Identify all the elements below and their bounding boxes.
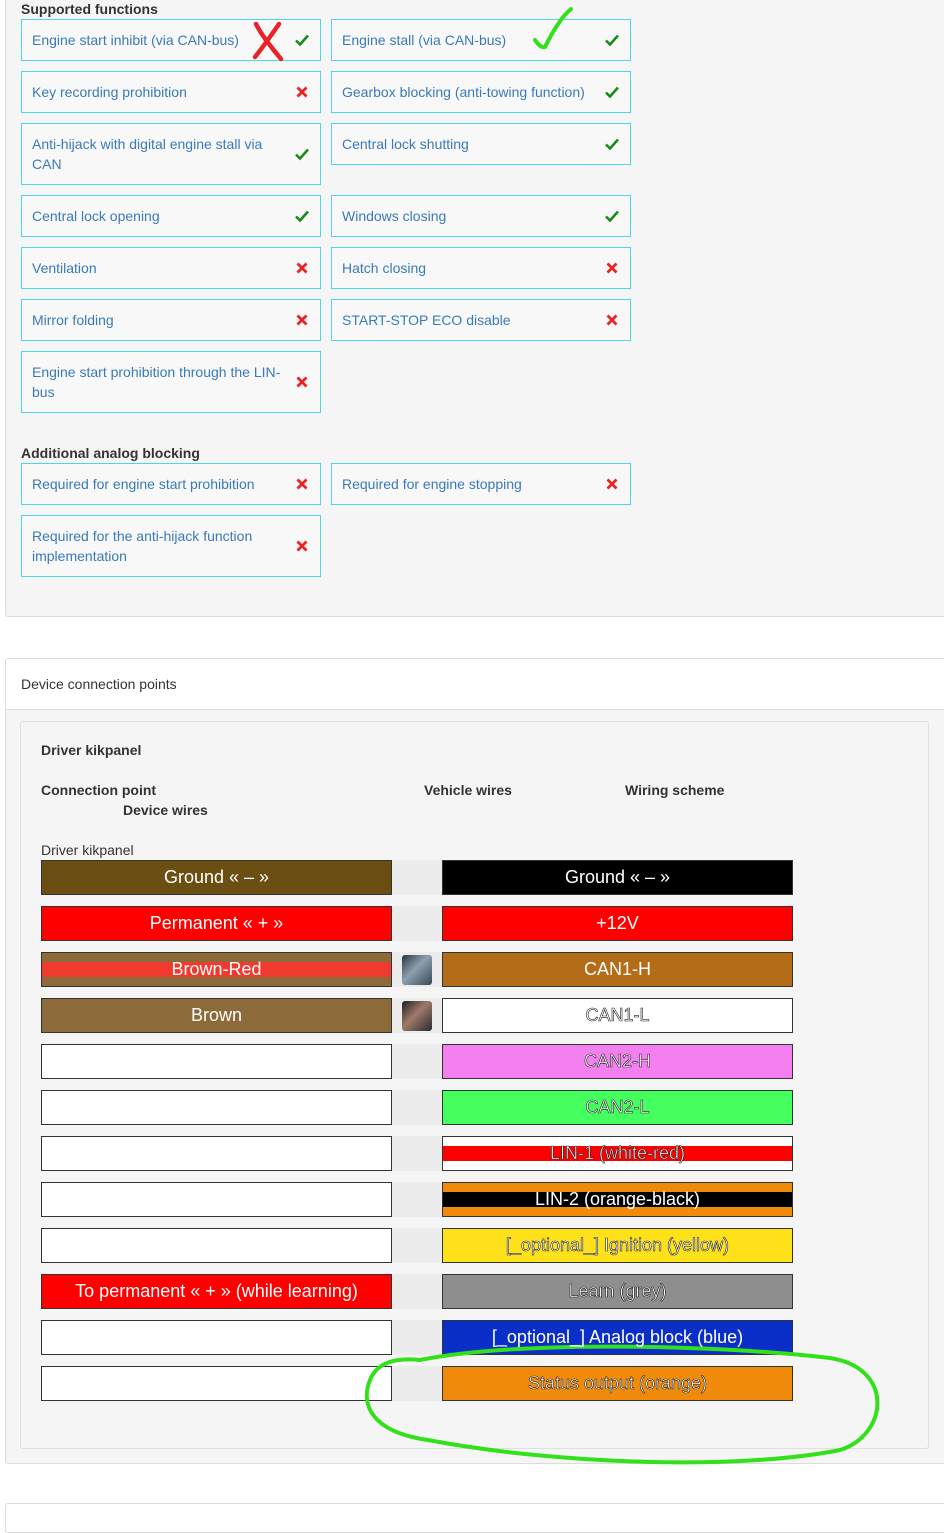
device-wire-empty (41, 1182, 392, 1217)
function-key-recording-prohibition (21, 71, 321, 113)
wire-label: CAN2-H (583, 1051, 651, 1071)
device-wire-brown-red (41, 952, 392, 987)
check-icon (605, 33, 619, 47)
function-label: Mirror folding (32, 312, 114, 328)
wire-connector (392, 906, 442, 941)
device-wire-empty (41, 1366, 392, 1401)
wire-label: Brown-Red (171, 959, 262, 979)
vehicle-wire-12v (442, 906, 793, 941)
function-central-lock-shutting (331, 123, 631, 165)
check-icon (605, 137, 619, 151)
vehicle-wire-ground (442, 860, 793, 895)
function-hatch-closing (331, 247, 631, 289)
analog-anti-hijack (21, 515, 321, 577)
function-anti-hijack (21, 123, 321, 185)
cross-icon (295, 85, 309, 99)
cross-icon (605, 477, 619, 491)
function-start-stop-eco (331, 299, 631, 341)
device-wire-empty (41, 1136, 392, 1171)
device-wire-ground (41, 860, 392, 895)
cross-icon (605, 261, 619, 275)
vehicle-wire-can2-l (442, 1090, 793, 1125)
wire-label: Permanent « + » (149, 913, 284, 933)
wire-connector (392, 1320, 442, 1355)
function-label: Central lock opening (32, 208, 160, 224)
function-label: Engine stall (via CAN-bus) (342, 32, 507, 48)
function-label: Required for engine stopping (342, 476, 522, 492)
check-icon (295, 147, 309, 161)
wire-label: Status output (orange) (527, 1373, 708, 1393)
vehicle-wire-ignition (442, 1228, 793, 1263)
device-wire-empty (41, 1228, 392, 1263)
vehicle-wire-can1-l (442, 998, 793, 1033)
function-lin-engine-start-prohibition (21, 351, 321, 413)
wire-connector (392, 1274, 442, 1309)
wire-label: Brown (190, 1005, 243, 1025)
vehicle-wire-lin2 (442, 1182, 793, 1217)
function-label: Required for engine start prohibition (32, 476, 255, 492)
wire-label: Ground « – » (564, 867, 671, 887)
function-label: Engine start inhibit (via CAN-bus) (32, 32, 239, 48)
device-wire-empty (41, 1320, 392, 1355)
wire-connector (392, 1366, 442, 1401)
analog-blocking-title: Additional analog blocking (21, 445, 200, 461)
check-icon (295, 33, 309, 47)
function-label: Hatch closing (342, 260, 427, 276)
group-label: Driver kikpanel (41, 842, 134, 858)
panel-heading (6, 659, 944, 710)
check-icon (605, 209, 619, 223)
wire-connector (392, 1228, 442, 1263)
function-mirror-folding (21, 299, 321, 341)
wire-connector (392, 1182, 442, 1217)
connector-photo[interactable] (402, 1001, 432, 1031)
function-engine-stall (331, 19, 631, 61)
analog-engine-start-prohibition (21, 463, 321, 505)
function-label: START-STOP ECO disable (342, 312, 511, 328)
cross-icon (295, 375, 309, 389)
vehicle-wire-analog-block (442, 1320, 793, 1355)
device-wire-to-permanent (41, 1274, 392, 1309)
vehicle-wire-can2-h (442, 1044, 793, 1079)
function-ventilation (21, 247, 321, 289)
cross-icon (295, 539, 309, 553)
vehicle-wire-can1-h (442, 952, 793, 987)
wire-connector (392, 860, 442, 895)
wire-label: +12V (596, 913, 639, 933)
function-label: Required for the anti-hijack function implementation (32, 528, 253, 564)
col-wiring-scheme: Wiring scheme (625, 782, 725, 798)
cross-icon (295, 261, 309, 275)
wire-label: [_optional_] Analog block (blue) (491, 1327, 744, 1347)
device-wire-permanent (41, 906, 392, 941)
check-icon (295, 209, 309, 223)
connector-photo[interactable] (402, 955, 432, 985)
wire-connector (392, 1090, 442, 1125)
supported-functions-title: Supported functions (21, 1, 158, 17)
wire-label: [_optional_] Ignition (yellow) (505, 1235, 730, 1255)
wire-label: Learn (grey) (568, 1281, 667, 1301)
cross-icon (295, 477, 309, 491)
wire-label: CAN1-H (583, 959, 651, 979)
check-icon (605, 85, 619, 99)
wire-label: LIN-1 (white-red) (549, 1143, 686, 1163)
function-gearbox-blocking (331, 71, 631, 113)
function-label: Central lock shutting (342, 136, 469, 152)
wire-label: To permanent « + » (while learning) (75, 1281, 358, 1301)
panel-title: Device connection points (21, 676, 177, 692)
wire-connector (392, 1136, 442, 1171)
wire-label: LIN-2 (orange-black) (534, 1189, 701, 1209)
analog-engine-stopping (331, 463, 631, 505)
device-wire-brown (41, 998, 392, 1033)
next-panel (5, 1503, 944, 1533)
wire-label: CAN2-L (585, 1097, 650, 1117)
function-label: Gearbox blocking (anti-towing function) (342, 84, 585, 100)
vehicle-wire-status-output (442, 1366, 793, 1401)
function-central-lock-opening (21, 195, 321, 237)
cross-icon (295, 313, 309, 327)
function-label: Engine start prohibition through the LIN-bus (32, 364, 281, 400)
col-vehicle-wires: Vehicle wires (424, 782, 512, 798)
col-device-wires: Device wires (123, 802, 208, 818)
vehicle-wire-lin1 (442, 1136, 793, 1171)
device-wire-empty (41, 1090, 392, 1125)
function-label: Anti-hijack with digital engine stall via CAN (32, 136, 263, 172)
function-label: Windows closing (342, 208, 447, 224)
function-windows-closing (331, 195, 631, 237)
function-label: Key recording prohibition (32, 84, 187, 100)
wire-label: CAN1-L (585, 1005, 650, 1025)
function-label: Ventilation (32, 260, 97, 276)
vehicle-wire-learn (442, 1274, 793, 1309)
card-title: Driver kikpanel (41, 742, 142, 758)
function-engine-start-inhibit (21, 19, 321, 61)
wire-label: Ground « – » (163, 867, 270, 887)
device-wire-empty (41, 1044, 392, 1079)
cross-icon (605, 313, 619, 327)
wire-connector (392, 1044, 442, 1079)
col-connection-point: Connection point (41, 782, 157, 798)
